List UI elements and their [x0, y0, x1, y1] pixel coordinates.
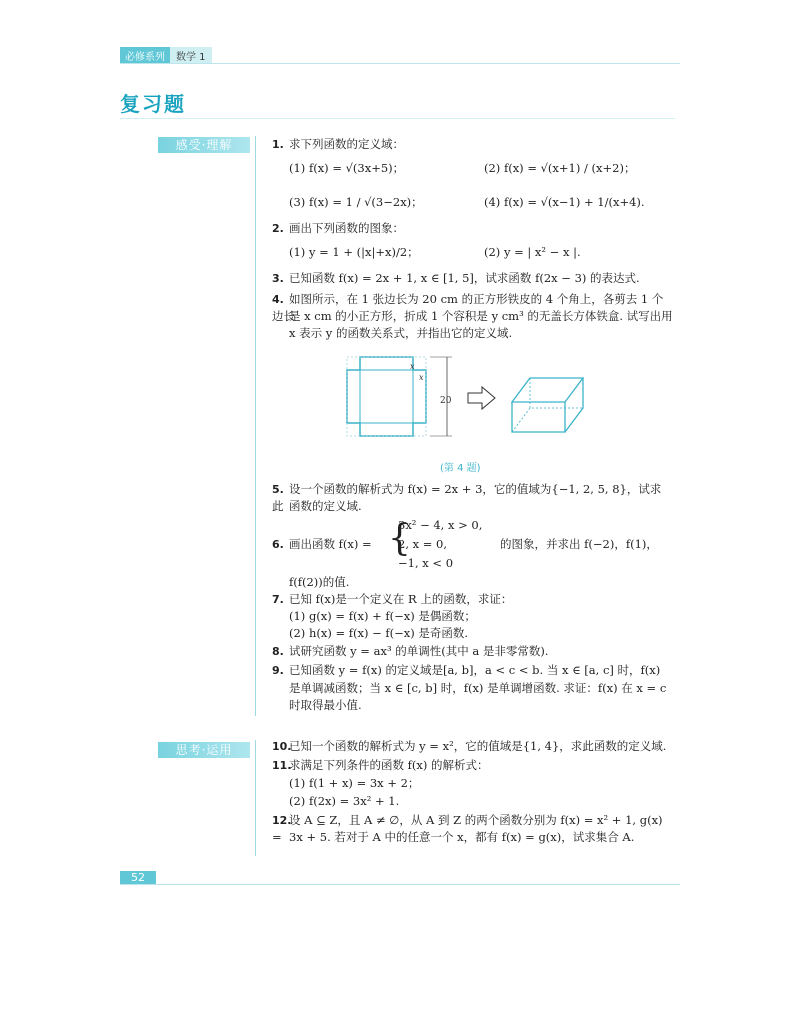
problem-5-line-2: 函数的定义域. — [289, 499, 362, 513]
page-title: 复习题 — [120, 92, 186, 116]
problem-12-line-2: 3x + 5. 若对于 A 中的任意一个 x，都有 f(x) = g(x)，试求集合 A. — [289, 830, 635, 844]
section-tag-understand: 感受·理解 — [158, 137, 250, 153]
problem-8: 8. 试研究函数 y = ax³ 的单调性(其中 a 是非零常数). — [272, 644, 549, 658]
section-tag-apply: 思考·运用 — [158, 742, 250, 758]
problem-12: 12.设 A ⊆ Z，且 A ≠ ∅，从 A 到 Z 的两个函数分别为 f(x) = x² + 1, g(x) = — [272, 813, 663, 844]
series-label: 必修系列 — [120, 47, 170, 64]
problem-11: 11.求满足下列条件的函数 f(x) 的解析式： — [272, 758, 489, 772]
problem-1-part-3: (3) f(x) = 1 / √(3−2x)； — [289, 195, 423, 209]
problem-4: 4. 如图所示，在 1 张边长为 20 cm 的正方形铁皮的 4 个角上，各剪去 1 个边长 — [272, 292, 664, 323]
piecewise-case-2: 2, x = 0, — [398, 537, 448, 551]
problem-7-part-2: (2) h(x) = f(x) − f(−x) 是奇函数. — [289, 626, 469, 640]
figure-4 — [340, 350, 590, 455]
problem-2: 2. 画出下列函数的图象： — [272, 221, 404, 235]
problem-4-line-3: x 表示 y 的函数关系式，并指出它的定义域. — [289, 326, 513, 340]
problem-9-line-3: 时取得最小值. — [289, 698, 362, 712]
footer-rule — [120, 884, 680, 885]
section2-vertical-rule — [255, 740, 256, 856]
problem-3: 3. 已知函数 f(x) = 2x + 1, x ∈ [1, 5]，试求函数 f(2x − 3) 的表达式. — [272, 271, 640, 285]
corner-label-x2: x — [419, 373, 424, 382]
piecewise-case-1: 3x² − 4, x > 0, — [398, 518, 483, 532]
problem-1-part-4: (4) f(x) = √(x−1) + 1/(x+4). — [484, 195, 645, 209]
problem-7-part-1: (1) g(x) = f(x) + f(−x) 是偶函数； — [289, 609, 476, 623]
problem-1: 1. 求下列函数的定义域： — [272, 137, 404, 151]
problem-9: 9. 已知函数 y = f(x) 的定义域是[a, b]，a < c < b. 当 x ∈ [a, c] 时，f(x) — [272, 663, 661, 677]
problem-9-line-2: 是单调减函数；当 x ∈ [c, b] 时，f(x) 是单调增函数. 求证：f(x) 在 x = c — [289, 681, 667, 695]
problem-1-part-2: (2) f(x) = √(x+1) / (x+2)； — [484, 161, 636, 175]
problem-11-part-1: (1) f(1 + x) = 3x + 2； — [289, 776, 420, 790]
header-rule — [120, 63, 680, 64]
problem-6-tail: 的图象，并求出 f(−2)，f(1)， — [500, 537, 658, 551]
problem-1-part-1: (1) f(x) = √(3x+5)； — [289, 161, 405, 175]
piecewise-case-3: −1, x < 0 — [398, 556, 454, 570]
piecewise-brace: { — [388, 518, 411, 559]
open-box-icon — [512, 378, 583, 432]
fold-lines — [360, 370, 413, 423]
problem-2-part-1: (1) y = 1 + (|x|+x)/2； — [289, 245, 419, 259]
book-label: 数学 1 — [170, 47, 212, 64]
corner-label-x1: x — [410, 362, 415, 371]
side-length-label: 20 — [440, 396, 452, 406]
problem-7: 7. 已知 f(x)是一个定义在 R 上的函数，求证： — [272, 592, 513, 606]
problem-6: 6. 画出函数 f(x) = — [272, 537, 372, 551]
problem-2-part-2: (2) y = | x² − x |. — [484, 245, 581, 259]
running-header — [120, 48, 212, 62]
problem-4-line-2: 是 x cm 的小正方形，折成 1 个容积是 y cm³ 的无盖长方体铁盒. 试写出用 — [289, 309, 673, 323]
arrow-icon — [468, 387, 495, 409]
problem-10: 10.已知一个函数的解析式为 y = x²，它的值域是{1, 4}，求此函数的定义域. — [272, 739, 667, 753]
problem-5: 5. 设一个函数的解析式为 f(x) = 2x + 3，它的值域为{−1, 2, 5, 8}，试求此 — [272, 482, 662, 513]
page-number: 52 — [120, 871, 156, 885]
problem-6-line-2: f(f(2))的值. — [289, 575, 350, 589]
title-rule — [120, 118, 675, 119]
figure-4-caption: (第 4 题) — [440, 463, 481, 474]
section1-vertical-rule — [255, 136, 256, 716]
problem-11-part-2: (2) f(2x) = 3x² + 1. — [289, 794, 400, 808]
